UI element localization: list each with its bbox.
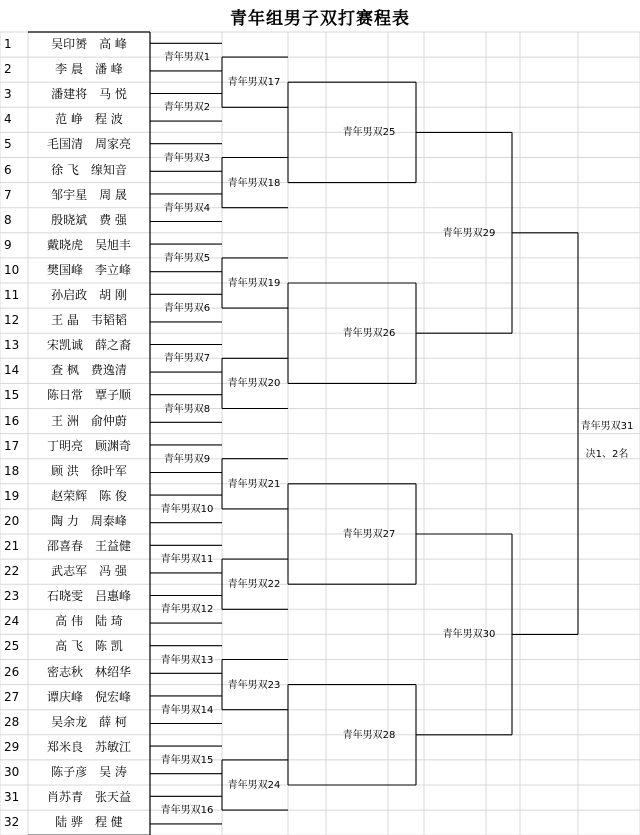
player-pair: 吴余龙 薛 柯: [51, 714, 127, 729]
player-pair: 高 飞 陈 凯: [55, 639, 123, 654]
player-pair: 李 晨 潘 峰: [55, 62, 123, 77]
player-pair: 范 峥 程 波: [55, 112, 123, 127]
match-label: 青年男双2: [163, 102, 211, 114]
seed-number: 24: [4, 614, 20, 629]
match-label: 青年男双23: [227, 679, 281, 691]
match-label: 青年男双30: [442, 629, 496, 641]
player-pair: 孙启政 胡 刚: [51, 288, 127, 302]
match-label: 青年男双9: [163, 453, 211, 465]
player-pair: 陈子彦 吴 涛: [51, 764, 127, 779]
player-pair: 谭庆峰 倪宏峰: [46, 689, 131, 704]
player-pair: 徐 飞 缐知音: [51, 162, 127, 177]
seed-number: 30: [4, 764, 20, 779]
player-pair: 肖苏青 张天益: [46, 790, 131, 804]
match-label: 青年男双26: [342, 328, 396, 340]
player-pair: 戴晓虎 吴旭丰: [46, 237, 131, 252]
seed-number: 27: [4, 689, 20, 704]
match-label: 决1、2名: [585, 448, 629, 460]
player-pair: 陆 骅 程 健: [55, 815, 123, 830]
seed-number: 29: [4, 739, 20, 754]
match-label: 青年男双16: [160, 805, 214, 817]
player-pair: 陶 力 周泰峰: [51, 513, 127, 528]
player-pair: 毛国清 周家亮: [46, 137, 131, 152]
seed-number: 1: [4, 37, 12, 51]
seed-number: 5: [4, 137, 12, 152]
seed-number: 25: [4, 639, 20, 654]
player-pair: 吴印赟 高 峰: [51, 37, 127, 51]
seed-number: 13: [4, 338, 20, 353]
player-pair: 王 晶 韦韬韬: [51, 313, 127, 328]
match-label: 青年男双18: [227, 177, 281, 189]
match-label: 青年男双5: [163, 252, 211, 264]
player-pair: 查 枫 费逸清: [51, 363, 127, 378]
match-label: 青年男双28: [342, 729, 396, 741]
player-pair: 石晓雯 吕惠峰: [46, 589, 131, 604]
match-label: 青年男双12: [160, 604, 214, 616]
match-label: 青年男双19: [227, 278, 281, 289]
match-label: 青年男双14: [160, 704, 214, 716]
match-label: 青年男双29: [442, 227, 496, 239]
player-pair: 高 伟 陆 琦: [55, 614, 123, 629]
seed-number: 12: [4, 313, 20, 328]
match-label: 青年男双27: [342, 529, 396, 540]
match-label: 青年男双17: [227, 77, 281, 89]
page-title: 青年组男子双打赛程表: [230, 9, 410, 29]
seed-number: 10: [4, 262, 20, 277]
seed-number: 22: [4, 564, 20, 579]
match-label: 青年男双20: [227, 378, 281, 390]
seed-number: 18: [4, 463, 20, 478]
seed-number: 21: [4, 539, 20, 553]
seed-number: 2: [4, 62, 12, 77]
match-label: 青年男双3: [163, 152, 211, 164]
seed-number: 32: [4, 815, 20, 830]
player-pair: 樊国峰 李立峰: [46, 262, 131, 277]
seed-number: 17: [4, 438, 20, 453]
match-label: 青年男双21: [227, 478, 281, 490]
player-pair: 丁明亮 顾渊奇: [46, 438, 131, 453]
player-pair: 邵喜春 王益健: [46, 539, 131, 553]
match-label: 青年男双4: [163, 202, 211, 214]
player-pair: 武志军 冯 强: [51, 564, 127, 579]
player-pair: 赵荣辉 陈 俊: [51, 488, 127, 503]
seed-number: 7: [4, 187, 12, 202]
player-pair: 王 洲 俞仲蔚: [51, 413, 127, 428]
seed-number: 11: [4, 288, 20, 302]
match-label: 青年男双10: [160, 503, 214, 515]
player-pair: 宋凯诚 薛之裔: [46, 338, 131, 353]
player-pair: 邹宇星 周 晟: [51, 187, 127, 202]
seed-number: 26: [4, 664, 20, 679]
match-label: 青年男双11: [160, 554, 214, 566]
player-pair: 郑米良 苏敏江: [46, 739, 131, 754]
match-label: 青年男双22: [227, 579, 281, 591]
player-pair: 密志秋 林绍华: [46, 664, 131, 679]
seed-number: 31: [4, 790, 20, 804]
match-label: 青年男双31: [580, 420, 634, 432]
seed-number: 19: [4, 488, 20, 503]
match-label: 青年男双15: [160, 754, 214, 766]
seed-number: 14: [4, 363, 20, 378]
match-label: 青年男双1: [163, 52, 211, 64]
seed-number: 28: [4, 714, 20, 729]
seed-number: 3: [4, 87, 12, 102]
match-label: 青年男双24: [227, 780, 281, 791]
seed-number: 9: [4, 237, 12, 252]
seed-number: 23: [4, 589, 20, 604]
seed-number: 16: [4, 413, 20, 428]
match-label: 青年男双8: [163, 403, 211, 415]
seed-number: 15: [4, 388, 20, 403]
player-pair: 殷晓斌 费 强: [51, 212, 127, 227]
seed-number: 4: [4, 112, 12, 127]
match-label: 青年男双7: [163, 353, 211, 365]
match-label: 青年男双6: [163, 303, 211, 315]
seed-number: 20: [4, 513, 20, 528]
seed-number: 6: [4, 162, 12, 177]
player-pair: 陈日常 覃子顺: [46, 388, 131, 403]
player-pair: 潘建将 马 悦: [51, 87, 127, 102]
match-label: 青年男双13: [160, 654, 214, 666]
player-pair: 顾 洪 徐叶军: [51, 463, 127, 478]
seed-number: 8: [4, 212, 12, 227]
match-label: 青年男双25: [342, 127, 396, 139]
